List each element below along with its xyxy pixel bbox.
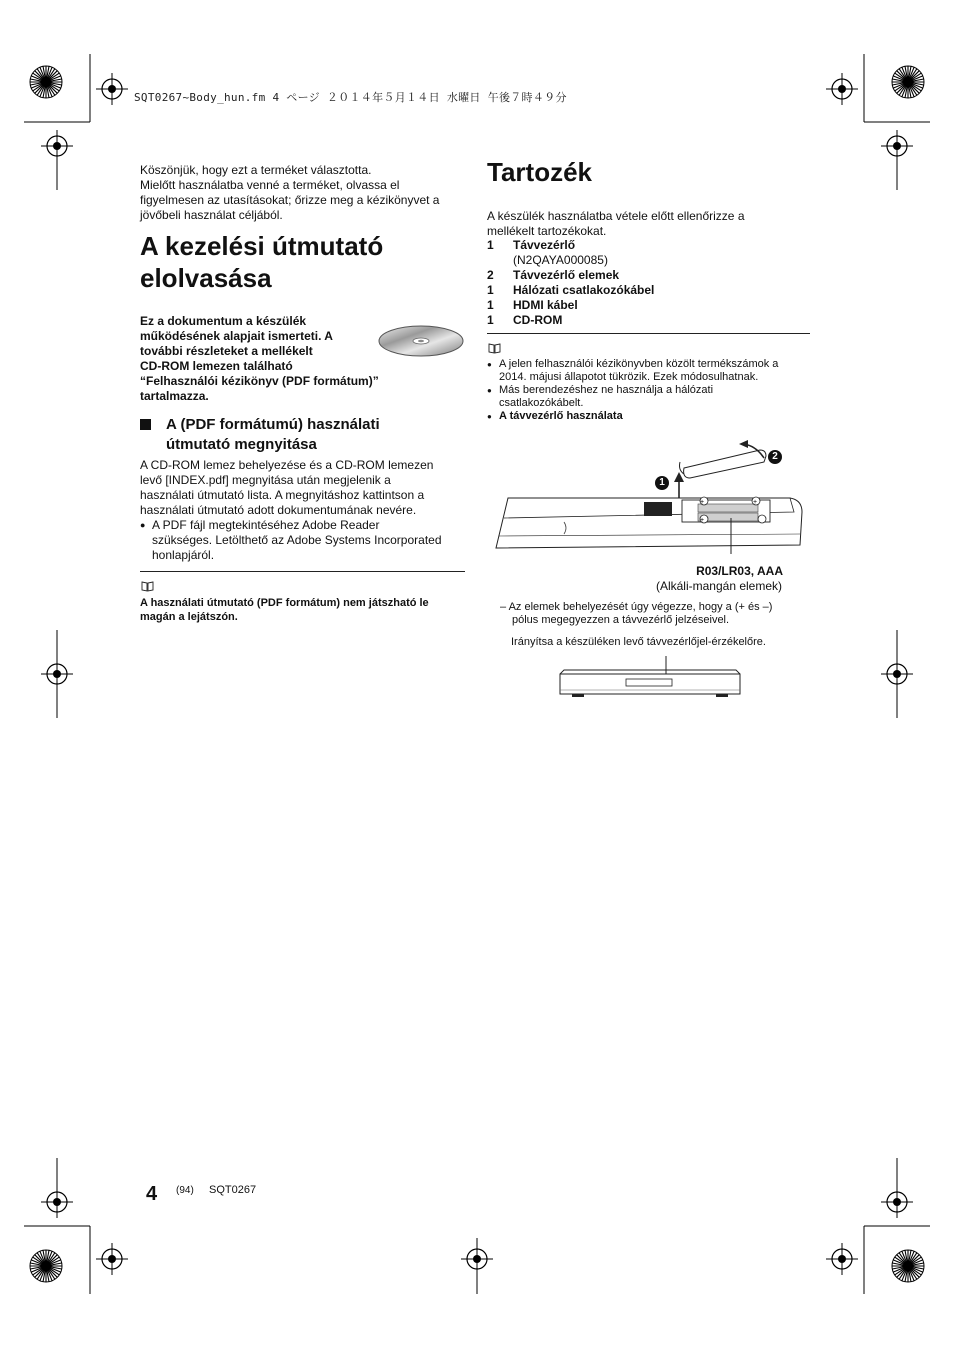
bold-intro-line: működésének alapjait ismerteti. A bbox=[140, 329, 333, 343]
battery-type-label: R03/LR03, AAA bbox=[696, 564, 783, 578]
bold-intro-line: “Felhasználói kézikönyv (PDF formátum)” bbox=[140, 374, 379, 388]
cd-rom-image bbox=[376, 323, 466, 359]
page-ref: (94) bbox=[176, 1185, 194, 1196]
body-line: használati útmutató adott dokumentumának nevére. bbox=[140, 503, 417, 517]
right-notes bbox=[487, 358, 812, 423]
left-note bbox=[140, 596, 470, 624]
accessories-list bbox=[487, 238, 807, 328]
remote-usage-bullet bbox=[487, 410, 812, 423]
section-title-line: elolvasása bbox=[140, 263, 272, 293]
polarity-line: pólus megegyezzen a távvezérlő jelzéseivel. bbox=[512, 614, 730, 626]
note-line: csatlakozókábelt. bbox=[499, 397, 584, 409]
bold-intro-line: tartalmazza. bbox=[140, 389, 209, 403]
note-line: 2014. májusi állapotot tükrözik. Ezek módosulhatnak. bbox=[499, 371, 759, 383]
note-bullet bbox=[487, 384, 812, 410]
doc-code: SQT0267 bbox=[209, 1184, 257, 1196]
body-line: A CD-ROM lemez behelyezése és a CD-ROM lemezen bbox=[140, 458, 434, 472]
accessory-qty: 1 bbox=[487, 313, 494, 327]
accessory-item bbox=[487, 283, 807, 298]
body-line: levő [INDEX.pdf] megnyitása után megjelenik a bbox=[140, 473, 391, 487]
note-line: ● Más berendezéshez ne használja a hálózati bbox=[499, 384, 714, 396]
square-bullet-icon bbox=[140, 419, 151, 430]
note-bullet bbox=[487, 358, 812, 384]
sensor-note: Irányítsa a készüléken levő távvezérlőjel-érzékelőre. bbox=[511, 636, 766, 648]
svg-text:+: + bbox=[700, 499, 705, 506]
accessory-detail-row bbox=[487, 253, 807, 268]
bullet-line: szükséges. Letölthető az Adobe Systems Incorporated bbox=[152, 533, 442, 547]
accessory-name: HDMI kábel bbox=[513, 298, 578, 312]
pdf-subheading bbox=[140, 415, 470, 455]
intro-line: Köszönjük, hogy ezt a terméket választotta. bbox=[140, 163, 372, 177]
pdf-body bbox=[140, 458, 470, 563]
accessory-qty: 1 bbox=[487, 238, 494, 252]
accessory-name: Távvezérlő elemek bbox=[513, 268, 620, 282]
polarity-line: – Az elemek behelyezését úgy végezze, hogy a (+ és –) bbox=[500, 601, 773, 613]
accessories-title: Tartozék bbox=[487, 157, 592, 187]
bold-intro-line: további részleteket a mellékelt bbox=[140, 344, 313, 358]
step-2-label: 2 bbox=[772, 451, 778, 462]
left-divider bbox=[140, 571, 465, 572]
note-line: magán a lejátszón. bbox=[140, 611, 238, 623]
subheading-line: útmutató megnyitása bbox=[166, 436, 317, 453]
section-title-reading bbox=[140, 230, 470, 294]
subheading-line: A (PDF formátumú) használati bbox=[166, 416, 380, 433]
player-illustration bbox=[556, 654, 744, 700]
accessories-intro bbox=[487, 209, 807, 239]
accessory-name: CD-ROM bbox=[513, 313, 563, 327]
section-title-line: A kezelési útmutató bbox=[140, 231, 384, 261]
step-2-badge bbox=[768, 450, 782, 464]
step-1-badge bbox=[655, 476, 669, 490]
bullet-line: honlapjáról. bbox=[152, 548, 215, 562]
accessory-detail: (N2QAYA000085) bbox=[513, 253, 608, 267]
note-book-icon bbox=[141, 581, 154, 592]
intro-line: Mielőtt használatba venné a terméket, olvassa el bbox=[140, 178, 400, 192]
accessory-qty: 2 bbox=[487, 268, 494, 282]
page-number: 4 bbox=[146, 1183, 158, 1205]
note-line: ● A jelen felhasználói kézikönyvben közölt termékszámok a bbox=[499, 358, 779, 370]
adobe-reader-bullet bbox=[140, 518, 470, 563]
svg-text:+: + bbox=[753, 499, 758, 506]
remote-battery-illustration bbox=[494, 440, 806, 560]
accessory-item bbox=[487, 313, 807, 328]
remote-usage-label: ● A távvezérlő használata bbox=[499, 410, 623, 422]
accessory-item bbox=[487, 238, 807, 253]
accessory-qty: 1 bbox=[487, 298, 494, 312]
intro-line: A készülék használatba vétele előtt ellenőrizze a bbox=[487, 209, 745, 223]
intro-line: jövőbeli használat céljából. bbox=[140, 208, 283, 222]
right-divider bbox=[487, 333, 810, 334]
svg-text:+: + bbox=[700, 517, 705, 524]
note-line: A használati útmutató (PDF formátum) nem játszható le bbox=[140, 597, 429, 609]
step-1-label: 1 bbox=[659, 477, 665, 488]
battery-desc-label: (Alkáli-mangán elemek) bbox=[655, 579, 782, 593]
intro-line: figyelmesen az utasításokat; őrizze meg a kézikönyvet a bbox=[140, 193, 440, 207]
bold-intro-line: CD-ROM lemezen található bbox=[140, 359, 293, 373]
body-line: használati útmutató lista. A megnyitáshoz kattintson a bbox=[140, 488, 425, 502]
bullet-line: ● A PDF fájl megtekintéséhez Adobe Reader bbox=[152, 518, 380, 532]
print-header: SQT0267~Body_hun.fm 4 ページ ２０１４年５月１４日 水曜日 午後７時４９分 bbox=[134, 91, 567, 104]
accessory-item bbox=[487, 298, 807, 313]
intro-line: mellékelt tartozékokat. bbox=[487, 224, 607, 238]
intro-paragraph bbox=[140, 163, 470, 223]
bold-intro-line: Ez a dokumentum a készülék bbox=[140, 314, 307, 328]
accessory-qty: 1 bbox=[487, 283, 494, 297]
polarity-note bbox=[500, 601, 820, 627]
accessory-name: Hálózati csatlakozókábel bbox=[513, 283, 655, 297]
accessory-name: Távvezérlő bbox=[513, 238, 576, 252]
accessory-item bbox=[487, 268, 807, 283]
note-book-icon bbox=[488, 343, 501, 354]
